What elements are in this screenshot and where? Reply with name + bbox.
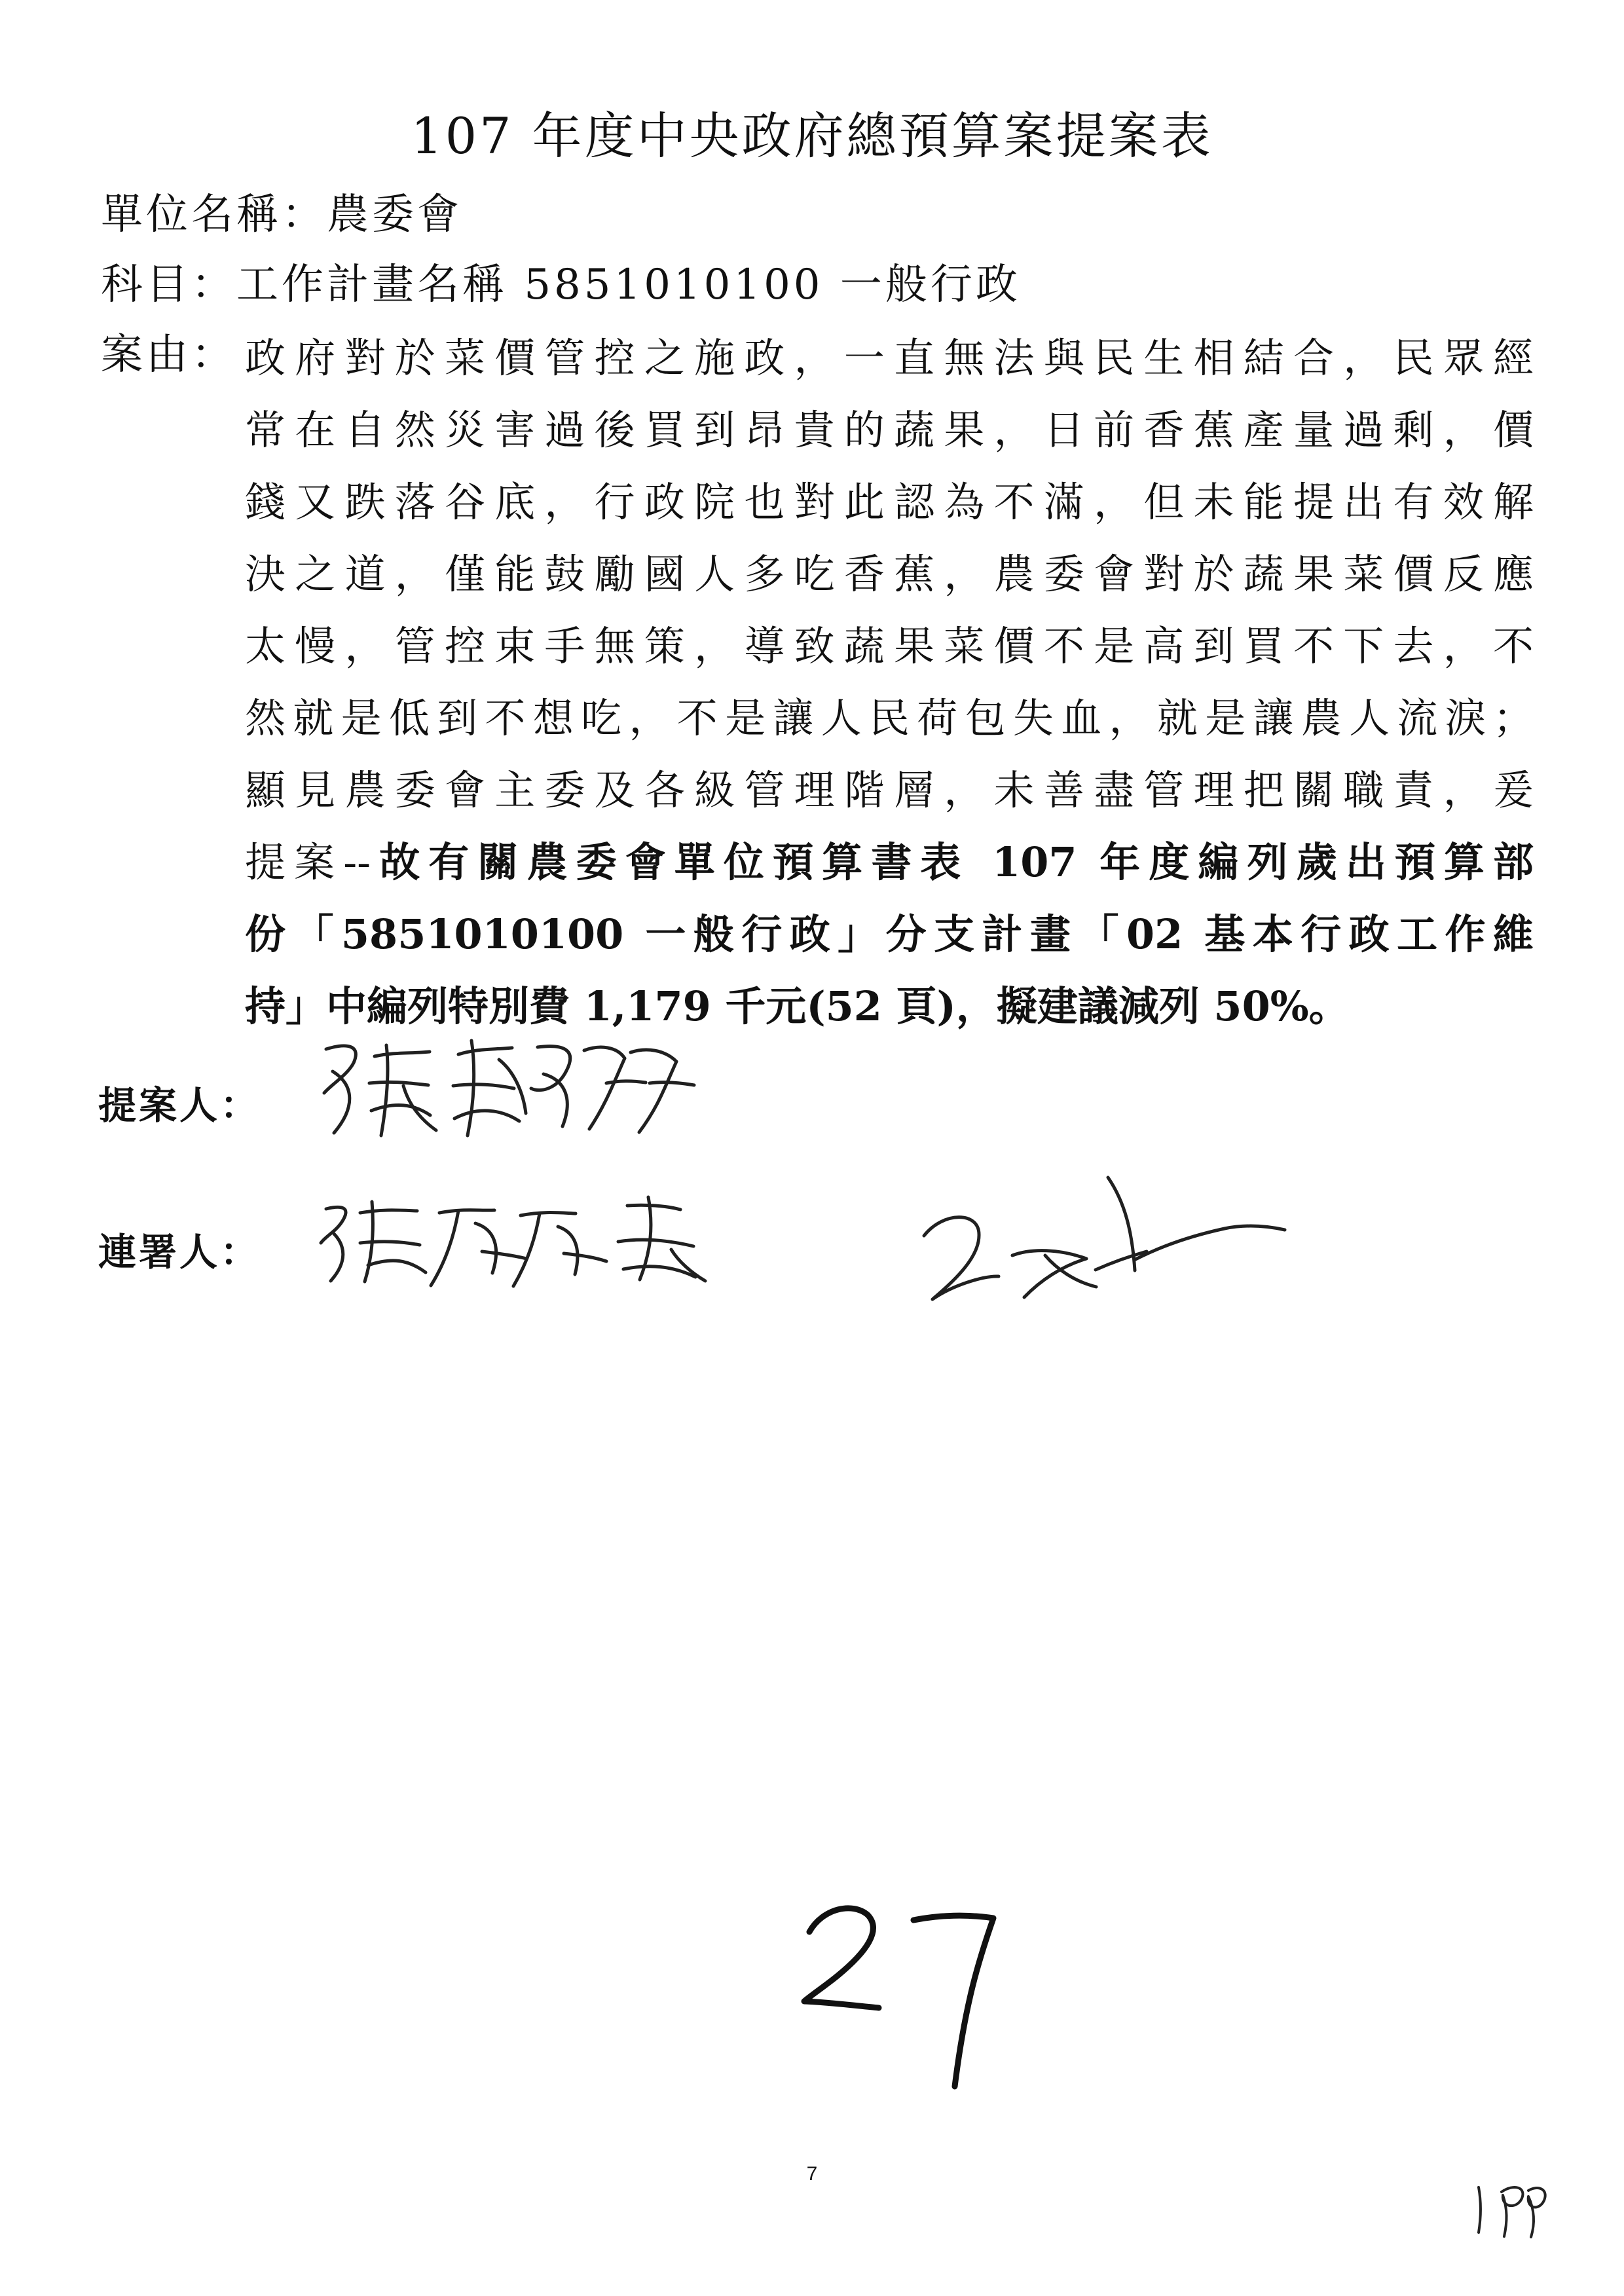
- unit-row: [101, 182, 462, 248]
- reason-line: 決之道，僅能鼓勵國人多吃香蕉，農委會對於蔬果菜價反應: [245, 550, 1534, 598]
- reason-line: 然就是低到不想吃，不是讓人民荷包失血，就是讓農人流淚；: [245, 694, 1534, 742]
- unit-label: 單位名稱：: [101, 191, 327, 239]
- reason-normal-prefix: 提案--: [245, 838, 371, 886]
- reason-line: [245, 826, 1534, 898]
- cosigner-label: 連署人：: [98, 1230, 261, 1274]
- page-number: 7: [806, 2163, 818, 2185]
- handwritten-page-199: [1467, 2173, 1552, 2238]
- reason-bold-line: 持」中編列特別費 1,179 千元(52 頁)，擬建議減列 50%。: [245, 982, 1350, 1030]
- document-title: 107 年度中央政府總預算案提案表: [411, 107, 1213, 165]
- reason-line: 太慢，管控束手無策，導致蔬果菜價不是高到買不下去，不: [245, 622, 1534, 670]
- reason-body: [245, 322, 1534, 1043]
- reason-bold-line: 份「5851010100 一般行政」分支計畫「02 基本行政工作維: [245, 910, 1534, 958]
- unit-value: 農委會: [327, 191, 462, 239]
- reason-label: 案由：: [101, 331, 236, 379]
- reason-bold-text: 故有關農委會單位預算書表 107 年度編列歲出預算部: [371, 838, 1534, 886]
- reason-line: 常在自然災害過後買到昂貴的蔬果，日前香蕉產量過剩，價: [245, 406, 1534, 454]
- reason-line: 錢又跌落谷底，行政院也對此認為不滿，但未能提出有效解: [245, 478, 1534, 526]
- subject-row: [101, 252, 1021, 318]
- proposer-signature: [308, 1020, 714, 1151]
- reason-line: 顯見農委會主委及各級管理階層，未善盡管理把關職責，爰: [245, 766, 1534, 814]
- cosigner-signature: [308, 1185, 733, 1297]
- handwritten-number-27: [792, 1886, 1028, 2109]
- subject-value: 工作計畫名稱 5851010100 一般行政: [236, 261, 1021, 309]
- subject-label: 科目：: [101, 261, 236, 309]
- proposer-label: 提案人：: [98, 1083, 261, 1128]
- second-cosigner-signature: [897, 1153, 1297, 1316]
- reason-line: 政府對於菜價管控之施政，一直無法與民生相結合，民眾經: [245, 334, 1534, 382]
